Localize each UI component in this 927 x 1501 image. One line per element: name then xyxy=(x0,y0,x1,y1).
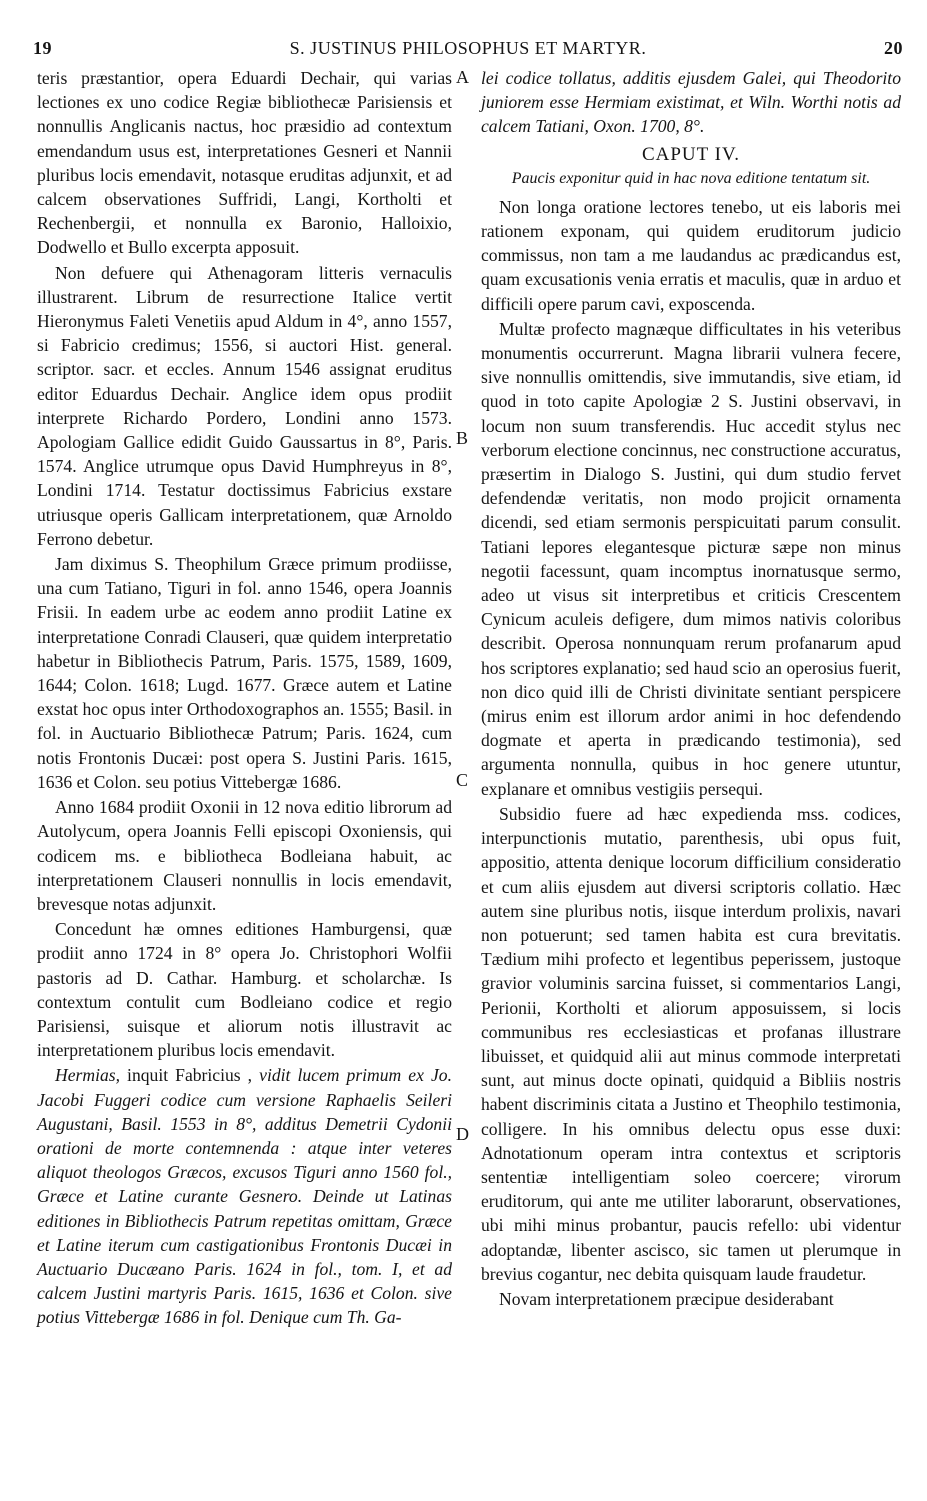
paragraph-quote xyxy=(37,1063,452,1329)
running-title: S. JUSTINUS PHILOSOPHUS ET MARTYR. xyxy=(289,38,647,58)
right-column xyxy=(481,66,901,1312)
paragraph: Jam diximus S. Theophilum Græce primum prodiisse, una cum Tatiano, Tiguri in fol. anno 1546, opera Joannis Frisii. In eadem urbe ac eodem anno prodiit Latine ex interpretatione Conradi Clauseri, quæ quidem interpretatio habetur in Bibliothecis Patrum, Paris. 1575, 1589, 1609, 1644; Colon. 1618; Lugd. 1677. Græce autem et Latine exstat hoc opus inter Orthodoxographos an. 1555; Basil. in fol. in Auctuario Bibliothecæ Patrum; Paris. 1624, cum notis Frontonis Ducæi: post opera S. Justini Paris. 1615, 1636 et Colon. seu potius Vittebergæ 1686. xyxy=(37,554,452,792)
margin-marker-d: D xyxy=(456,1124,469,1144)
paragraph: Anno 1684 prodiit Oxonii in 12 nova editio librorum ad Autolycum, opera Joannis Felli episcopi Oxoniensis, qui codicem ms. e bibliotheca Bodleiana habuit, ac interpretationem Clauseri nonnullis in locis emendavit, brevesque notas adjunxit. xyxy=(37,797,452,914)
paragraph: Concedunt hæ omnes editiones Hamburgensi, quæ prodiit anno 1724 in 8° opera Jo. Christophori Wolfii pastoris ad D. Cathar. Hamburg. et scholarchæ. Is contextum contulit cum Bodleiano codice et regio Parisiensi, suisque et aliorum notis illustravit ac interpretationem pluribus locis emendavit. xyxy=(37,919,452,1061)
margin-marker-b: B xyxy=(456,428,469,448)
quote-body: vidit lucem primum ex Jo. Jacobi Fuggeri codice cum versione Raphaelis Seileri Augustani, Basil. 1553 in 8°, additus Demetrii Cydonii orationi de morte contemnenda : atque inter veteres aliquot theologos Græcos, excusos Tiguri anno 1560 fol., Græce et Latine curante Gesnero. Deinde ut Latinas editiones in Bibliothecis Patrum repetitas omittam, Græce et Latine iterum cum castigationibus Frontonis Ducæi in Auctuario Ducæano Paris. 1624 in fol., tom. I, et ad calcem Justini martyris Paris. 1615, 1636 et Colon. sive potius Vittebergæ 1686 in fol. Denique cum Th. Ga- xyxy=(37,1065,452,1328)
paragraph: Non longa oratione lectores tenebo, ut eis laboris mei rationem exponam, qui quidem eruditorum judicio commissus, non tam a me laudandus ac prædicandus est, quam excusationis venia erratis et maculis, quæ in arduo et difficili opere parum cavi, exposcenda. xyxy=(481,196,901,314)
paragraph: Subsidio fuere ad hæc expedienda mss. codices, interpunctionis mutatio, parenthesis, ubi opus fuit, appositio, attenta denique locorum difficilium consideratio et cum aliis ejusdem aut diversi scriptoris collatio. Hæc autem sine pluribus notis, iisque interdum prolixis, navari non potuerunt; sed tamen habita est cura brevitatis. Tædium mihi profecto et legentibus peperissem, justoque gravior voluminis sarcina fuisset, si commentarios Langi, Perionii, Kortholti et aliorum apposuissem, si locis communibus res ecclesiasticas et profanas illustrare libuisset, et quidquid alii aut minus commode interpretati sunt, aut minus docte opinati, quidquid a Bibliis nostris habent discriminis citata a Justino et Theophilo testimonia, colligere. In his omnibus delectu opus esse duxi: Adnotationum operam intra contextus et scriptoris sententiæ intelligentiam soleo coercere; virorum eruditorum, qui ante me utiliter laborarunt, observationes, ubi mihi minus probantur, paucis refello: ubi videntur adoptandæ, libenter ascisco, sic tamen ut plerumque in brevius cogantur, nec debita quisquam laude fraudetur. xyxy=(481,803,901,1284)
paragraph: Novam interpretationem præcipue desiderabant xyxy=(499,1288,834,1309)
left-column xyxy=(37,66,452,1331)
paragraph-italic xyxy=(481,66,901,139)
page-number-left: 19 xyxy=(33,38,52,58)
running-header xyxy=(33,38,903,62)
margin-marker-c: C xyxy=(456,770,469,790)
margin-marker-a: A xyxy=(456,67,469,87)
quote-attribution: inquit Fabricius , xyxy=(120,1065,260,1086)
continued-quote: lei codice tollatus, additis ejusdem Galei, qui Theodorito juniorem esse Hermiam existimat, et Wiln. Worthi notis ad calcem Tatiani, Oxon. 1700, 8°. xyxy=(481,68,901,137)
quote-lead: Hermias, xyxy=(55,1065,120,1086)
page-number-right: 20 xyxy=(884,38,903,58)
paragraph: Non defuere qui Athenagoram litteris vernaculis illustrarent. Librum de resurrectione Italice vertit Hieronymus Faleti Venetiis apud Aldum in 4°, anno 1557, si Fabricio credimus; 1556, si auctori Hist. general. scriptor. sacr. et eccles. Annum 1546 assignat eruditus editor Eduardus Dechair. Anglice idem opus prodiit interprete Richardo Pordero, Londini anno 1573. Apologiam Gallice edidit Guido Gaussartus in 8°, Paris. 1574. Anglice utrumque opus David Humphreyus in 8°, Londini 1714. Testatur doctissimus Fabricius exstare utriusque operis Gallicam interpretationem, quæ Arnoldo Ferrono debetur. xyxy=(37,262,452,549)
paragraph: teris præstantior, opera Eduardi Dechair, qui varias lectiones ex uno codice Regiæ bibliothecæ Parisiensis et nonnullis Anglicanis nactus, hoc præsidio ad contextum emendandum usus est, interpretationes Gesneri et Nannii pluribus locis emendavit, notasque eruditas adjunxit, et ad calcem observationes Suffridi, Langi, Kortholti et Rechenbergii, et nonnulla ex Baronio, Halloixio, Dodwello et Bullo excerpta apposuit. xyxy=(37,68,452,258)
chapter-heading: CAPUT IV. xyxy=(641,143,741,165)
chapter-subtitle: Paucis exponitur quid in hac nova editione tentatum sit. xyxy=(511,169,871,187)
paragraph: Multæ profecto magnæque difficultates in his veteribus monumentis occurrerunt. Magna librarii vulnera fecere, sive nonnullis omittendis, sive immutandis, sive etiam, id quod in toto capite Apologiæ 2 S. Justini observavi, in locum non suum transferendis. Huc accedit stylus nec verborum electione concinnus, nec constructione accuratus, præsertim in Dialogo S. Justini, qui dum studio fervet defendendæ veritatis, non modo projicit ornamenta dicendi, sed etiam sermonis perspicuitati parum consulit. Tatiani lepores elegantesque picturæ sæpe non minus negotii facessunt, quam incomptus inornatusque sermo, adeo ut visus sit interpretibus et criticis Crescentem Cynicum aculeis defigere, dum mimos nativis coloribus describit. Operosa nonnunquam rerum profanarum apud hos scriptores explanatio; sed haud scio an operosius fuerit, non dico quid illi de Christi divinitate sentiant perspicere (mirus enim est illorum ardor animi in hoc defendendo dogmate et aperta in prædicando testimonia), sed argumenta nonnulla, quibus in hoc genere utuntur, explanare et omnibus vestigiis persequi. xyxy=(481,318,901,799)
